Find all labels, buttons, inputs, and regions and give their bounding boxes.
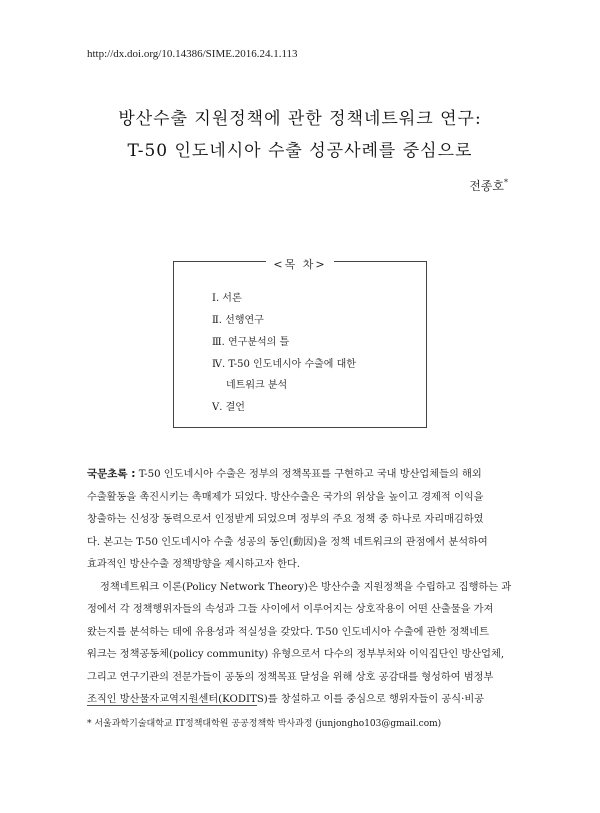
- abstract-text-1: T-50 인도네시아 수출은 정부의 정책목표를 구현하고 국내 방산업체들의 해외: [138, 469, 482, 480]
- toc-item-2: Ⅱ. 선행연구: [212, 315, 264, 326]
- author: [469, 177, 508, 194]
- abstract-line-2: 수출활동을 촉진시키는 촉매제가 되었다. 방산수출은 국가의 위상을 높이고 경제적 이익을: [87, 492, 484, 503]
- paper-title-line-2: T-50 인도네시아 수출 성공사례를 중심으로: [127, 141, 473, 161]
- toc-heading-wrap: [174, 253, 426, 272]
- toc-item-5: Ⅴ. 결언: [212, 402, 245, 413]
- paper-title-line-1: 방산수출 지원정책에 관한 정책네트워크 연구:: [118, 109, 482, 129]
- author-name: 전종호: [469, 179, 504, 193]
- abstract-label: 국문초록 :: [87, 468, 136, 480]
- abstract-line-3: 창출하는 신성장 동력으로서 인정받게 되었으며 정부의 주요 정책 중 하나로 자리매김하였: [87, 514, 484, 525]
- table-of-contents: [173, 258, 427, 428]
- abstract-line-11: 조직인 방산물자교역지원센터(KODITS)를 창설하고 이를 중심으로 행위자들이 공식·비공: [87, 694, 485, 705]
- toc-item-4: Ⅳ. T-50 인도네시아 수출에 대한: [212, 359, 356, 370]
- abstract-line-6: 정책네트워크 이론(Policy Network Theory)은 방산수출 지원정책을 수립하고 집행하는 과: [100, 582, 512, 593]
- abstract-line-4: 다. 본고는 T-50 인도네시아 수출 성공의 동인(動因)을 정책 네트워크의 관점에서 분석하여: [87, 537, 488, 548]
- toc-item-4-cont: 네트워크 분석: [226, 380, 288, 391]
- toc-heading: <목 차>: [266, 258, 333, 271]
- footnote: * 서울과학기술대학교 IT정책대학원 공공정책학 박사과정 (junjongho103@gmail.com): [87, 719, 442, 729]
- toc-item-1: Ⅰ. 서론: [212, 293, 242, 304]
- abstract-line-1: [87, 465, 514, 481]
- abstract-line-9: 워크는 정책공동체(policy community) 유형으로서 다수의 정부부처와 이익집단인 방산업체,: [87, 649, 505, 660]
- abstract-line-10: 그리고 연구기관의 전문가들이 공동의 정책목표 달성을 위해 상호 공감대를 형성하여 범정부: [87, 672, 494, 683]
- abstract-line-5: 효과적인 방산수출 정책방향을 제시하고자 한다.: [87, 559, 301, 570]
- doi-link[interactable]: http://dx.doi.org/10.14386/SIME.2016.24.1.113: [87, 48, 298, 60]
- footnote-divider: [87, 705, 257, 706]
- abstract-line-8: 왔는지를 분석하는 데에 유용성과 적실성을 갖았다. T-50 인도네시아 수출에 관한 정책네트: [87, 627, 489, 638]
- toc-item-3: Ⅲ. 연구분석의 틀: [212, 337, 290, 348]
- author-footnote-mark: *: [504, 178, 508, 187]
- abstract-line-7: 정에서 각 정책행위자들의 속성과 그들 사이에서 이루어지는 상호작용이 어떤 산출물을 가져: [87, 604, 494, 615]
